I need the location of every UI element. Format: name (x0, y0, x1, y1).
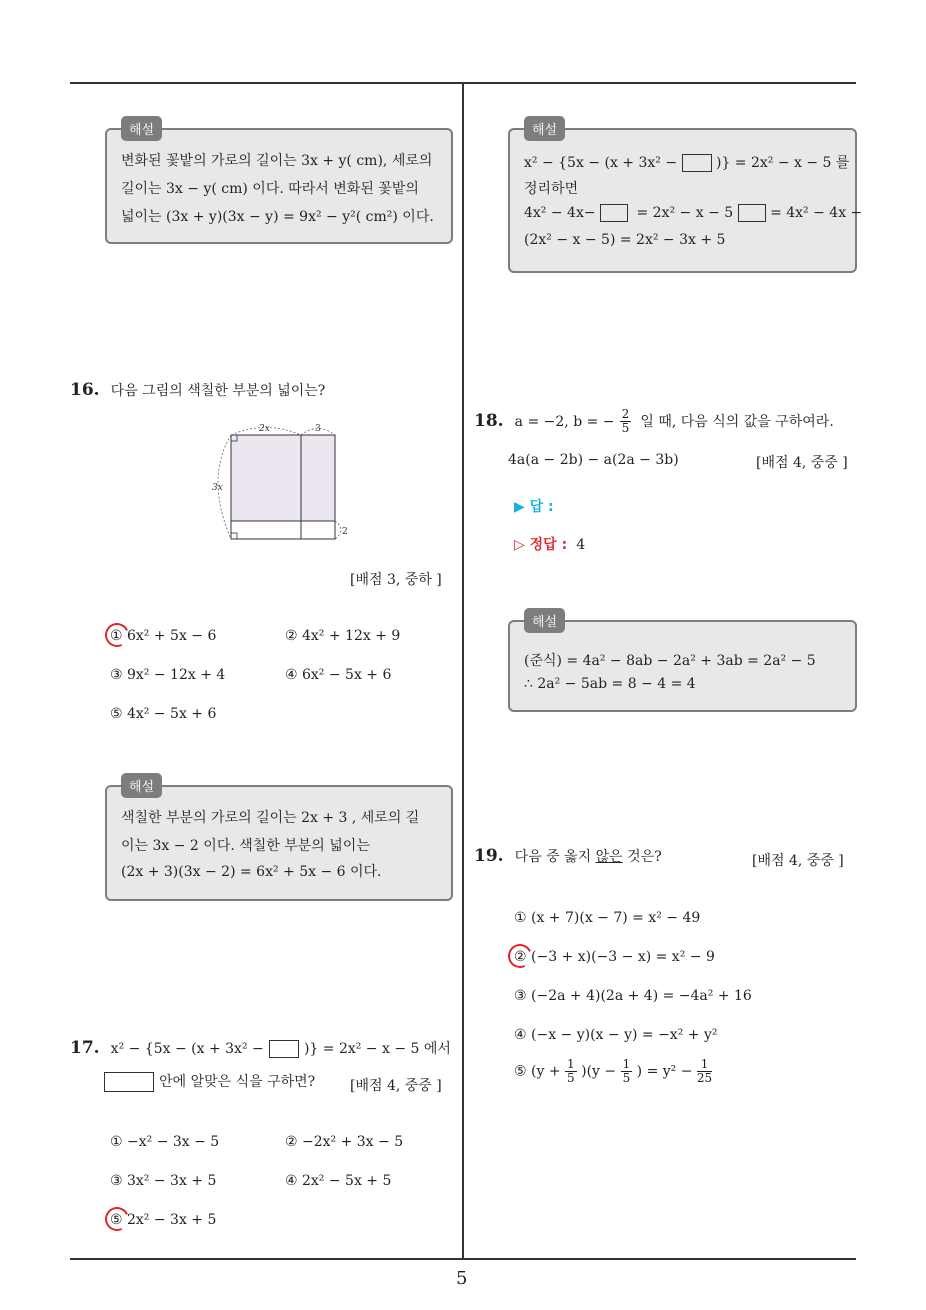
solution-line (524, 204, 862, 222)
question-16-figure (205, 418, 355, 548)
solution-line: 넓이는 (3x + y)(3x − y) = 9x² − y²( cm²) 이다. (121, 209, 434, 225)
solution-box-18 (508, 615, 857, 712)
solution-line: 변화된 꽃밭의 가로의 길이는 3x + y( cm), 세로의 (121, 153, 433, 169)
question-number: 16. (70, 380, 100, 400)
correct-answer-value: 4 (576, 537, 586, 553)
option-5[interactable]: ⑤ 4x² − 5x + 6 (110, 706, 217, 722)
column-divider (462, 84, 464, 1259)
fraction (565, 1058, 577, 1085)
solution-line: 색칠한 부분의 가로의 길이는 2x + 3 , 세로의 길 (121, 810, 420, 826)
answer-blank (104, 1072, 154, 1092)
correct-answer-label: ▷ 정답 : (514, 537, 568, 553)
question-19 (474, 846, 662, 866)
answer-blank (600, 204, 628, 222)
fraction-numerator: 2 (621, 407, 630, 421)
solution-line (524, 152, 849, 172)
question-prompt-underlined: 않은 (595, 849, 623, 865)
option-text: ) = y² − (636, 1063, 693, 1080)
option-1[interactable]: ① 6x² + 5x − 6 (110, 628, 217, 644)
option-3[interactable]: ③ 3x² − 3x + 5 (110, 1173, 217, 1189)
question-condition: a = −2, b = − (514, 414, 615, 430)
option-4[interactable]: ④ (−x − y)(x − y) = −x² + y² (514, 1027, 718, 1043)
correct-answer (514, 534, 585, 554)
solution-line: ∴ 2a² − 5ab = 8 − 4 = 4 (524, 676, 696, 692)
solution-label: 해설 (121, 773, 162, 798)
solution-box-17 (508, 123, 863, 273)
solution-text: = 4x² − 4x − (770, 205, 863, 221)
option-2[interactable]: ② −2x² + 3x − 5 (285, 1134, 404, 1150)
figure-label-top-right: 3 (315, 424, 321, 434)
question-18 (474, 408, 834, 435)
solution-line: (2x + 3)(3x − 2) = 6x² + 5x − 6 이다. (121, 864, 382, 880)
question-prompt: 다음 그림의 색칠한 부분의 넓이는? (110, 383, 326, 399)
fraction-denominator: 5 (622, 1071, 631, 1085)
fraction-denominator: 5 (621, 421, 630, 435)
solution-text: = 2x² − x − 5 (636, 205, 734, 221)
option-3[interactable]: ③ (−2a + 4)(2a + 4) = −4a² + 16 (514, 988, 752, 1004)
option-2[interactable]: ② 4x² + 12x + 9 (285, 628, 401, 644)
answer-blank (682, 154, 712, 172)
question-prompt: 일 때, 다음 식의 값을 구하여라. (640, 414, 834, 430)
fraction (620, 408, 632, 435)
question-prompt: x² − {5x − (x + 3x² − (110, 1041, 264, 1057)
solution-line: 이는 3x − 2 이다. 색칠한 부분의 넓이는 (121, 838, 370, 854)
points-label: [배점 4, 중중 ] (350, 1078, 442, 1094)
question-prompt: 안에 알맞은 식을 구하면? (159, 1074, 316, 1090)
question-number: 18. (474, 411, 504, 431)
figure-label-left: 3x (212, 483, 223, 493)
option-4[interactable]: ④ 2x² − 5x + 5 (285, 1173, 392, 1189)
footer-rule (70, 1258, 856, 1260)
solution-label: 해설 (524, 116, 565, 141)
solution-line: 정리하면 (524, 181, 579, 197)
fraction-numerator: 1 (622, 1057, 631, 1071)
question-number: 17. (70, 1038, 100, 1058)
fraction (621, 1058, 633, 1085)
figure-label-right: 2 (342, 527, 348, 537)
option-3[interactable]: ③ 9x² − 12x + 4 (110, 667, 226, 683)
right-angle-mark (231, 533, 237, 539)
figure-label-top-left: 2x (259, 424, 270, 434)
question-prompt: 다음 중 옳지 (514, 849, 596, 865)
answer-blank (269, 1040, 299, 1058)
fraction-denominator: 25 (696, 1071, 713, 1085)
option-1[interactable]: ① (x + 7)(x − 7) = x² − 49 (514, 910, 701, 926)
option-4[interactable]: ④ 6x² − 5x + 6 (285, 667, 392, 683)
solution-text: )} = 2x² − x − 5 를 (715, 155, 850, 171)
option-2[interactable]: ② (−3 + x)(−3 − x) = x² − 9 (514, 949, 715, 965)
solution-line: (준식) = 4a² − 8ab − 2a² + 3ab = 2a² − 5 (524, 653, 816, 669)
fraction-denominator: 5 (567, 1071, 575, 1085)
fraction-numerator: 1 (697, 1058, 712, 1072)
option-1[interactable]: ① −x² − 3x − 5 (110, 1134, 220, 1150)
question-prompt: 것은? (622, 849, 662, 865)
answer-blank (738, 204, 766, 222)
fraction (697, 1058, 712, 1085)
option-5[interactable]: ⑤ 2x² − 3x + 5 (110, 1212, 217, 1228)
question-17 (70, 1038, 451, 1058)
fraction-numerator: 1 (567, 1057, 575, 1071)
points-label: [배점 4, 중중 ] (752, 853, 844, 869)
points-label: [배점 4, 중중 ] (756, 455, 848, 471)
page-number: 5 (456, 1268, 468, 1289)
solution-text: x² − {5x − (x + 3x² − (524, 155, 678, 171)
solution-text: 4x² − 4x− (524, 205, 596, 221)
question-17-line2 (104, 1071, 315, 1092)
solution-label: 해설 (524, 608, 565, 633)
question-number: 19. (474, 846, 504, 866)
solution-box-15 (105, 123, 453, 244)
dimension-arc-right (335, 521, 341, 539)
answer-label: ▶ 답 : (514, 499, 554, 515)
shaded-region (231, 435, 335, 521)
solution-line: (2x² − x − 5) = 2x² − 3x + 5 (524, 232, 726, 248)
question-expression: 4a(a − 2b) − a(2a − 3b) (508, 452, 679, 468)
solution-line: 길이는 3x − y( cm) 이다. 따라서 변화된 꽃밭의 (121, 181, 419, 197)
solution-box-16 (105, 780, 453, 901)
option-text: )(y − (581, 1063, 617, 1080)
option-5[interactable] (514, 1058, 712, 1085)
solution-label: 해설 (121, 116, 162, 141)
points-label: [배점 3, 중하 ] (350, 572, 442, 588)
question-prompt: )} = 2x² − x − 5 에서 (303, 1041, 451, 1057)
question-16 (70, 380, 325, 400)
option-text: ⑤ (y + (514, 1063, 561, 1080)
